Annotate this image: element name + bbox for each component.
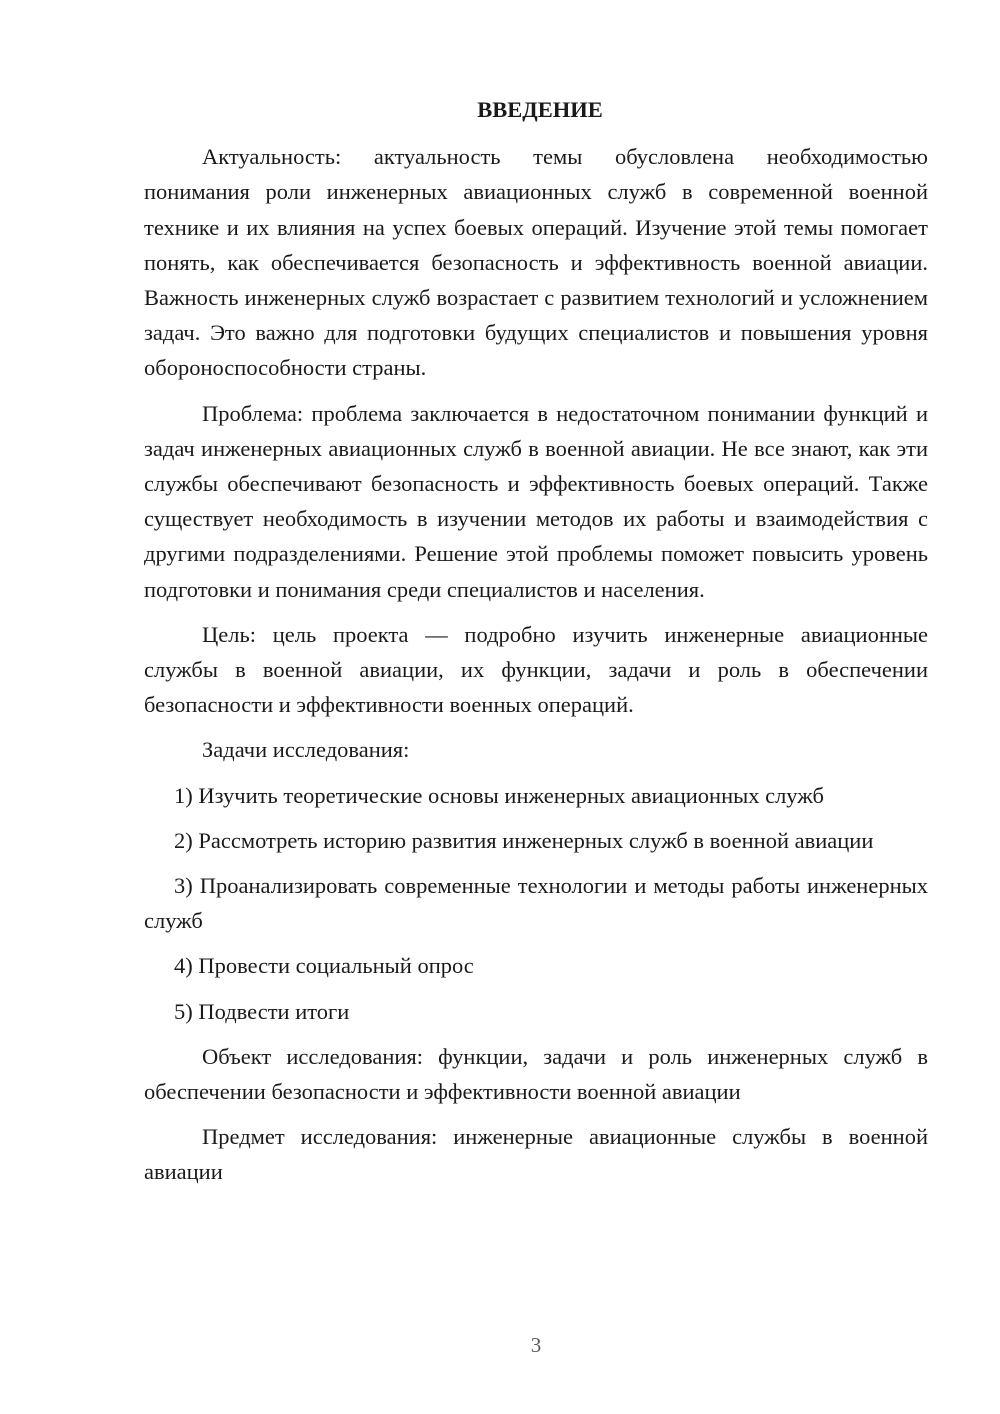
list-item: 2) Рассмотреть историю развития инженерных служб в военной авиации	[174, 827, 874, 853]
paragraph-object: Объект исследования: функции, задачи и роль инженерных служб в обеспечении безопасности и эффективности военной авиации	[144, 1043, 928, 1105]
page-content	[144, 92, 928, 1200]
list-item: 5) Подвести итоги	[174, 998, 350, 1024]
tasks-heading: Задачи исследования:	[202, 737, 410, 763]
list-item: 1) Изучить теоретические основы инженерных авиационных служб	[174, 782, 824, 808]
page-number: 3	[530, 1333, 542, 1357]
section-title: ВВЕДЕНИЕ	[477, 97, 603, 122]
list-item: 4) Провести социальный опрос	[174, 953, 474, 979]
paragraph-goal: Цель: цель проекта — подробно изучить инженерные авиационные службы в военной авиации, их функции, задачи и роль в обеспечении безопасности и эффективности военных операций.	[144, 621, 928, 718]
paragraph-problem: Проблема: проблема заключается в недостаточном понимании функций и задач инженерных авиационных служб в военной авиации. Не все знают, как эти службы обеспечивают безопасность и эффективность боевых операций. Также существует необходимость в изучении методов их работы и взаимодействия с другими подразделениями. Решение этой проблемы поможет повысить уровень подготовки и понимания среди специалистов и населения.	[144, 400, 928, 602]
paragraph-relevance: Актуальность: актуальность темы обусловлена необходимостью понимания роли инженерных авиационных служб в современной военной технике и их влияния на успех боевых операций. Изучение этой темы помогает понять, как обеспечивается безопасность и эффективность военной авиации. Важность инженерных служб возрастает с развитием технологий и усложнением задач. Это важно для подготовки будущих специалистов и повышения уровня обороноспособности страны.	[144, 144, 928, 381]
list-item: 3) Проанализировать современные технологии и методы работы инженерных служб	[144, 873, 928, 934]
paragraph-subject: Предмет исследования: инженерные авиационные службы в военной авиации	[144, 1124, 928, 1185]
